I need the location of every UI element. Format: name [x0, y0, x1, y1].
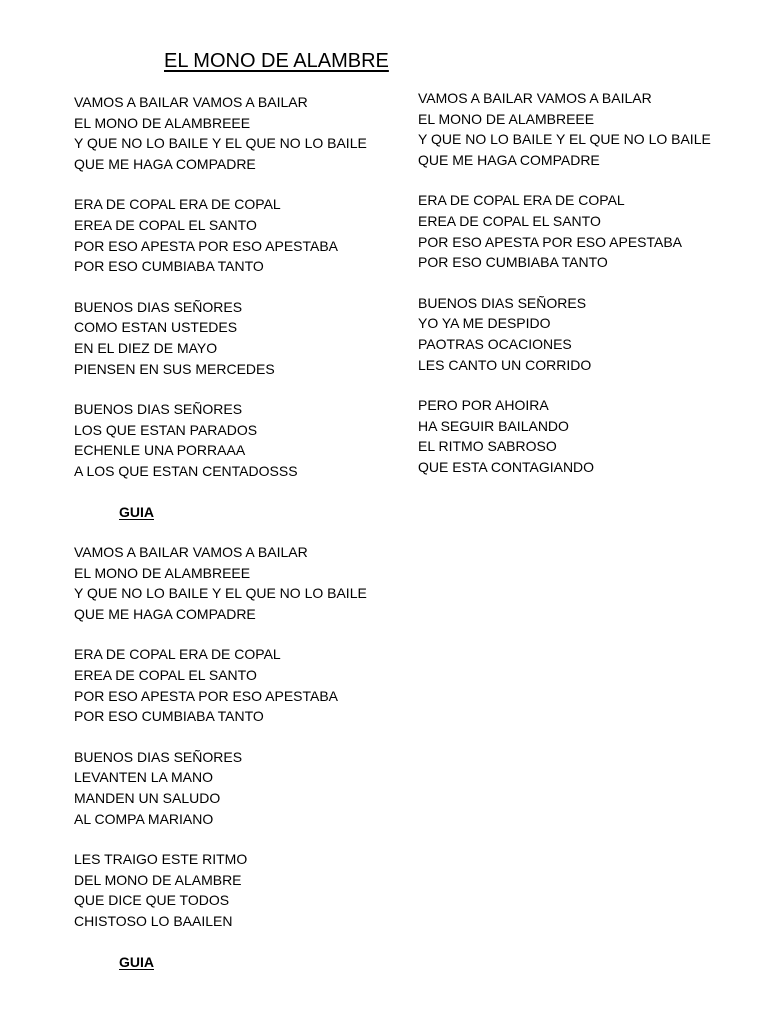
lyric-line: QUE ME HAGA COMPADRE [74, 605, 256, 622]
lyric-line: BUENOS DIAS SEÑORES [74, 401, 243, 418]
document-title: EL MONO DE ALAMBRE [164, 50, 389, 72]
lyrics-stanza [418, 395, 758, 477]
lyric-line: ERA DE COPAL ERA DE COPAL [74, 646, 281, 663]
lyric-line: POR ESO CUMBIABA TANTO [74, 258, 264, 275]
lyrics-stanza [418, 293, 758, 375]
lyric-line: POR ESO CUMBIABA TANTO [418, 254, 608, 271]
lyric-line: BUENOS DIAS SEÑORES [418, 294, 587, 311]
lyric-line: PAOTRAS OCACIONES [418, 335, 572, 352]
lyrics-stanza [418, 88, 758, 170]
lyric-line: QUE ME HAGA COMPADRE [418, 151, 600, 168]
lyrics-stanza [74, 194, 414, 276]
lyric-line: DEL MONO DE ALAMBRE [74, 871, 242, 888]
lyric-line: EREA DE COPAL EL SANTO [74, 216, 257, 233]
lyric-line: Y QUE NO LO BAILE Y EL QUE NO LO BAILE [418, 131, 711, 148]
lyric-line: EL MONO DE ALAMBREEE [74, 564, 251, 581]
lyric-line: EN EL DIEZ DE MAYO [74, 339, 218, 356]
lyric-line: POR ESO APESTA POR ESO APESTABA [74, 237, 339, 254]
right-lyrics-column [418, 88, 758, 498]
lyrics-stanza [74, 92, 414, 174]
lyric-line: ERA DE COPAL ERA DE COPAL [74, 196, 281, 213]
lyric-line: POR ESO APESTA POR ESO APESTABA [418, 233, 683, 250]
lyric-line: PERO POR AHOIRA [418, 397, 549, 414]
lyrics-stanza [74, 297, 414, 379]
lyrics-stanza [74, 644, 414, 726]
lyric-line: HA SEGUIR BAILANDO [418, 417, 569, 434]
lyrics-stanza [418, 190, 758, 272]
lyric-line: PIENSEN EN SUS MERCEDES [74, 360, 275, 377]
lyric-line: LOS QUE ESTAN PARADOS [74, 421, 258, 438]
guia-heading: GUIA [119, 503, 154, 520]
lyrics-stanza [74, 399, 414, 481]
lyric-line: COMO ESTAN USTEDES [74, 319, 238, 336]
lyrics-stanza [74, 747, 414, 829]
lyric-line: EREA DE COPAL EL SANTO [418, 212, 601, 229]
left-lyrics-column [74, 92, 414, 992]
guia-heading: GUIA [119, 953, 154, 970]
lyric-line: VAMOS A BAILAR VAMOS A BAILAR [418, 90, 652, 106]
lyric-line: POR ESO CUMBIABA TANTO [74, 708, 264, 725]
lyric-line: CHISTOSO LO BAAILEN [74, 913, 233, 929]
lyric-line: QUE ME HAGA COMPADRE [74, 155, 256, 172]
lyrics-stanza [74, 849, 414, 931]
lyrics-stanza [74, 542, 414, 624]
lyric-line: MANDEN UN SALUDO [74, 790, 221, 807]
lyric-line: ECHENLE UNA PORRAAA [74, 442, 246, 459]
lyric-line: BUENOS DIAS SEÑORES [74, 298, 243, 315]
lyric-line: EL MONO DE ALAMBREEE [418, 110, 595, 127]
lyric-line: VAMOS A BAILAR VAMOS A BAILAR [74, 544, 308, 561]
lyric-line: VAMOS A BAILAR VAMOS A BAILAR [74, 94, 308, 110]
lyric-line: A LOS QUE ESTAN CENTADOSSS [74, 462, 298, 479]
lyric-line: YO YA ME DESPIDO [418, 315, 551, 332]
lyric-line: ERA DE COPAL ERA DE COPAL [418, 192, 625, 209]
lyric-line: POR ESO APESTA POR ESO APESTABA [74, 687, 339, 704]
lyric-line: LEVANTEN LA MANO [74, 769, 214, 786]
lyric-line: QUE ESTA CONTAGIANDO [418, 458, 595, 475]
lyric-line: EL RITMO SABROSO [418, 438, 557, 455]
lyric-line: AL COMPA MARIANO [74, 810, 214, 827]
lyric-line: EL MONO DE ALAMBREEE [74, 114, 251, 131]
lyric-line: Y QUE NO LO BAILE Y EL QUE NO LO BAILE [74, 585, 367, 602]
lyric-line: EREA DE COPAL EL SANTO [74, 667, 257, 684]
lyric-line: Y QUE NO LO BAILE Y EL QUE NO LO BAILE [74, 135, 367, 152]
lyric-line: QUE DICE QUE TODOS [74, 892, 230, 909]
lyric-line: BUENOS DIAS SEÑORES [74, 748, 243, 765]
lyric-line: LES TRAIGO ESTE RITMO [74, 851, 248, 868]
lyric-line: LES CANTO UN CORRIDO [418, 356, 592, 373]
